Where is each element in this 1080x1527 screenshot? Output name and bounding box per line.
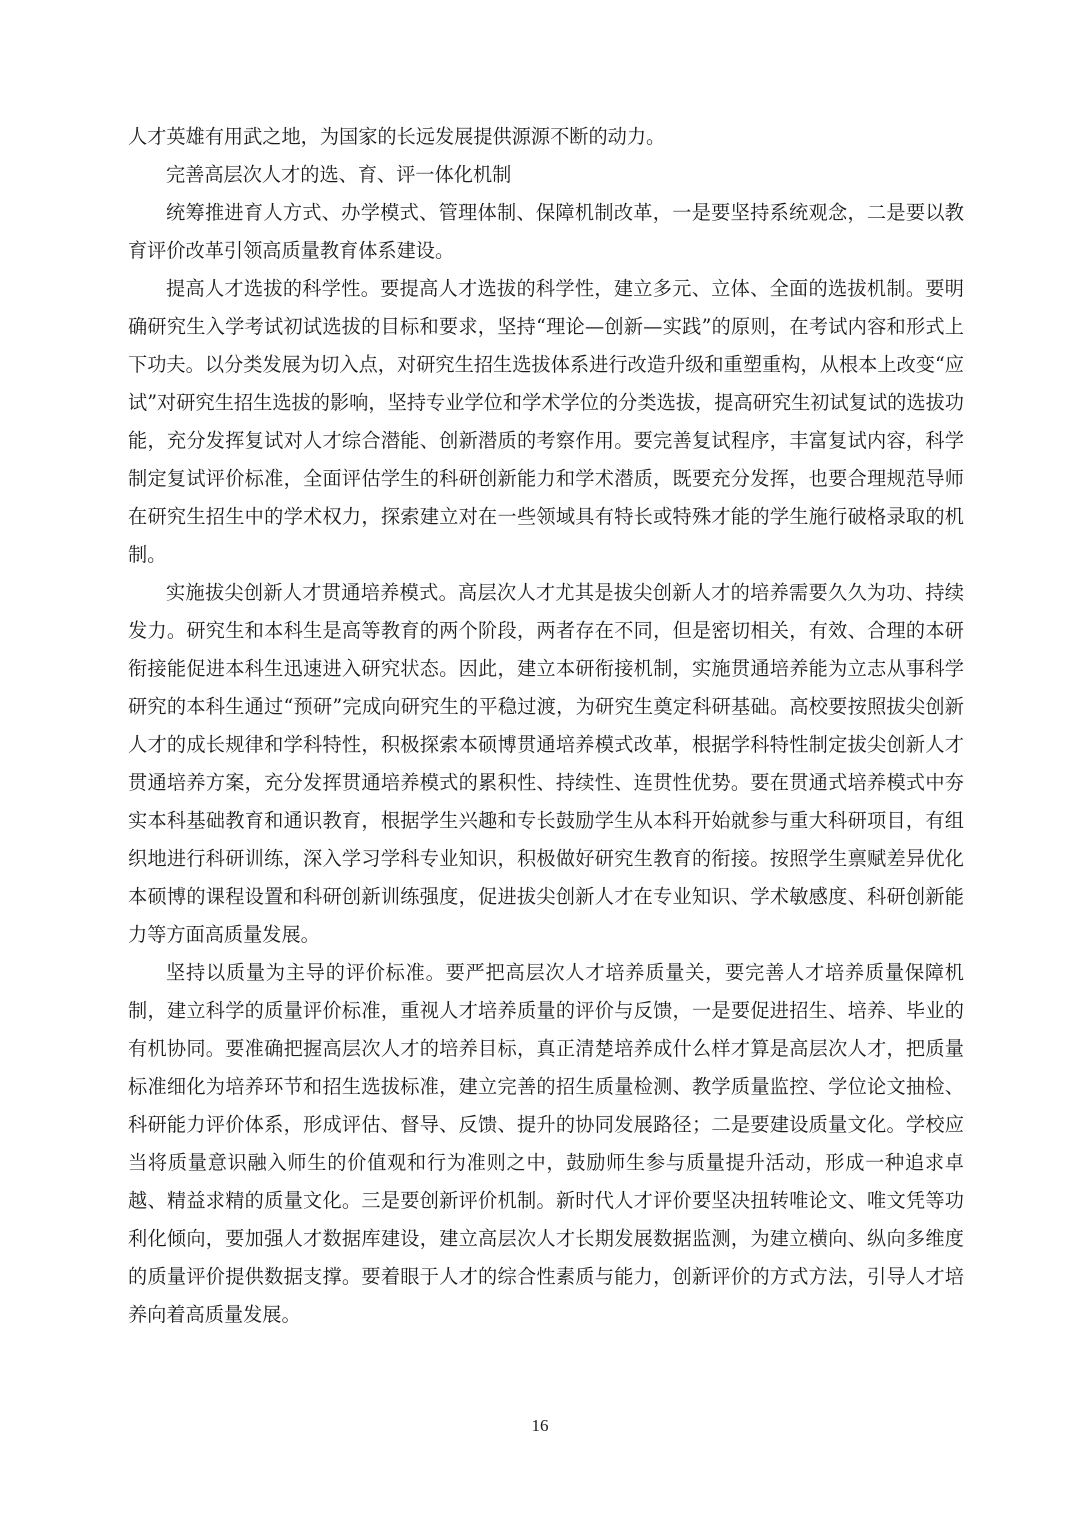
paragraph-integrated-training: 实施拔尖创新人才贯通培养模式。高层次人才尤其是拔尖创新人才的培养需要久久为功、持续发力。研究生和本科生是高等教育的两个阶段，两者存在不同，但是密切相关，有效、合理的本研衔接能促进本科生迅速进入研究状态。因此，建立本研衔接机制，实施贯通培养能为立志从事科学研究的本科生通过“预研”完成向研究生的平稳过渡，为研究生奠定科研基础。高校要按照拔尖创新人才的成长规律和学科特性，积极探索本硕博贯通培养模式改革，根据学科特性制定拔尖创新人才贯通培养方案，充分发挥贯通培养模式的累积性、持续性、连贯性优势。要在贯通式培养模式中夯实本科基础教育和通识教育，根据学生兴趣和专长鼓励学生从本科开始就参与重大科研项目，有组织地进行科研训练，深入学习学科专业知识，积极做好研究生教育的衔接。按照学生禀赋差异优化本硕博的课程设置和科研创新训练强度，促进拔尖创新人才在专业知识、学术敏感度、科研创新能力等方面高质量发展。 (128, 581, 964, 946)
section-heading: 完善高层次人才的选、育、评一体化机制 (166, 163, 512, 186)
paragraph-overview: 统筹推进育人方式、办学模式、管理体制、保障机制改革，一是要坚持系统观念，二是要以教育评价改革引领高质量教育体系建设。 (128, 201, 964, 262)
paragraph-quality-evaluation: 坚持以质量为主导的评价标准。要严把高层次人才培养质量关，要完善人才培养质量保障机制，建立科学的质量评价标准，重视人才培养质量的评价与反馈，一是要促进招生、培养、毕业的有机协同。要准确把握高层次人才的培养目标，真正清楚培养成什么样才算是高层次人才，把质量标准细化为培养环节和招生选拔标准，建立完善的招生质量检测、教学质量监控、学位论文抽检、科研能力评价体系，形成评估、督导、反馈、提升的协同发展路径；二是要建设质量文化。学校应当将质量意识融入师生的价值观和行为准则之中，鼓励师生参与质量提升活动，形成一种追求卓越、精益求精的质量文化。三是要创新评价机制。新时代人才评价要坚决扭转唯论文、唯文凭等功利化倾向，要加强人才数据库建设，建立高层次人才长期发展数据监测，为建立横向、纵向多维度的质量评价提供数据支撑。要着眼于人才的综合性素质与能力，创新评价的方式方法，引导人才培养向着高质量发展。 (128, 961, 964, 1326)
paragraph-talent-selection: 提高人才选拔的科学性。要提高人才选拔的科学性，建立多元、立体、全面的选拔机制。要明确研究生入学考试初试选拔的目标和要求，坚持“理论—创新—实践”的原则，在考试内容和形式上下功夫。以分类发展为切入点，对研究生招生选拔体系进行改造升级和重塑重构，从根本上改变“应试”对研究生招生选拔的影响，坚持专业学位和学术学位的分类选拔，提高研究生初试复试的选拔功能，充分发挥复试对人才综合潜能、创新潜质的考察作用。要完善复试程序，丰富复试内容，科学制定复试评价标准，全面评估学生的科研创新能力和学术潜质，既要充分发挥，也要合理规范导师在研究生招生中的学术权力，探索建立对在一些领域具有特长或特殊才能的学生施行破格录取的机制。 (128, 277, 964, 566)
document-body (128, 118, 964, 1334)
opening-line: 人才英雄有用武之地，为国家的长远发展提供源源不断的动力。 (128, 125, 666, 148)
page-number: 16 (531, 1416, 549, 1435)
